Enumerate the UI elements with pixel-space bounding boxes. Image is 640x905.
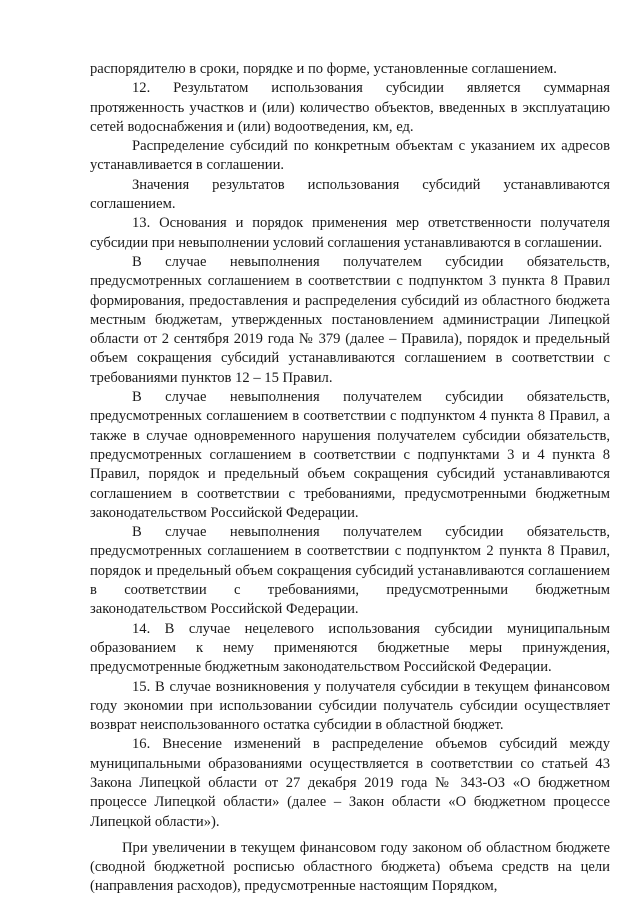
paragraph-result-values: Значения результатов использования субсидий устанавливаются соглашением. <box>90 176 610 213</box>
document-page <box>90 60 610 897</box>
paragraph-item-14: 14. В случае нецелевого использования субсидии муниципальным образованием к нему применяются бюджетные меры принуждения, предусмотренные бюджетным законодательством Российской Федерации. <box>90 620 610 676</box>
paragraph-continuation: распорядителю в сроки, порядке и по форме, установленные соглашением. <box>90 61 557 77</box>
paragraph-case-subpoint-4: В случае невыполнения получателем субсидии обязательств, предусмотренных соглашением в соответствии с подпунктом 4 пункта 8 Правил, а также в случае одновременного нарушения получателем субсидии обязательств, предусмотренных соглашением в соответствии с подпунктами 3 и 4 пункта 8 Правил, порядок и предельный объем сокращения субсидий устанавливаются соглашением в соответствии с требованиями, предусмотренными бюджетным законодательством Российской Федерации. <box>90 389 610 521</box>
paragraph-distribution: Распределение субсидий по конкретным объектам с указанием их адресов устанавливается в соглашении. <box>90 138 610 174</box>
paragraph-item-16: 16. Внесение изменений в распределение объемов субсидий между муниципальными образованиями осуществляется в соответствии со статьей 43 Закона Липецкой области от 27 декабря 2019 года № 343-ОЗ «О бюджетном процессе Липецкой области» (далее – Закон области «О бюджетном процессе Липецкой области»). <box>90 736 610 830</box>
paragraph-item-15: 15. В случае возникновения у получателя субсидии в текущем финансовом году экономии при использовании субсидии получатель субсидии осуществляет возврат неиспользованного остатка субсидии в областной бюджет. <box>90 678 610 734</box>
paragraph-item-13: 13. Основания и порядок применения мер ответственности получателя субсидии при невыполнении условий соглашения устанавливаются в соглашении. <box>90 215 610 251</box>
paragraph-item-12: 12. Результатом использования субсидии является суммарная протяженность участков и (или) количество объектов, введенных в эксплуатацию сетей водоснабжения и (или) водоотведения, км, ед. <box>90 80 610 135</box>
paragraph-case-subpoint-2: В случае невыполнения получателем субсидии обязательств, предусмотренных соглашением в соответствии с подпунктом 2 пункта 8 Правил, порядок и предельный объем сокращения субсидий устанавливаются соглашением в соответствии с требованиями, предусмотренными бюджетным законодательством Российской Федерации. <box>90 524 610 618</box>
paragraph-budget-increase: При увеличении в текущем финансовом году законом об областном бюджете (сводной бюджетной росписью областного бюджета) объема средств на цели (направления расходов), предусмотренные настоящим Порядком, <box>90 839 610 895</box>
paragraph-case-subpoint-3: В случае невыполнения получателем субсидии обязательств, предусмотренных соглашением в соответствии с подпунктом 3 пункта 8 Правил формирования, предоставления и распределения субсидий из областного бюджета местным бюджетам, утвержденных постановлением администрации Липецкой области от 2 сентября 2019 года № 379 (далее – Правила), порядок и предельный объем сокращения субсидий устанавливаются соглашением в соответствии с требованиями пунктов 12 – 15 Правил. <box>90 253 610 386</box>
